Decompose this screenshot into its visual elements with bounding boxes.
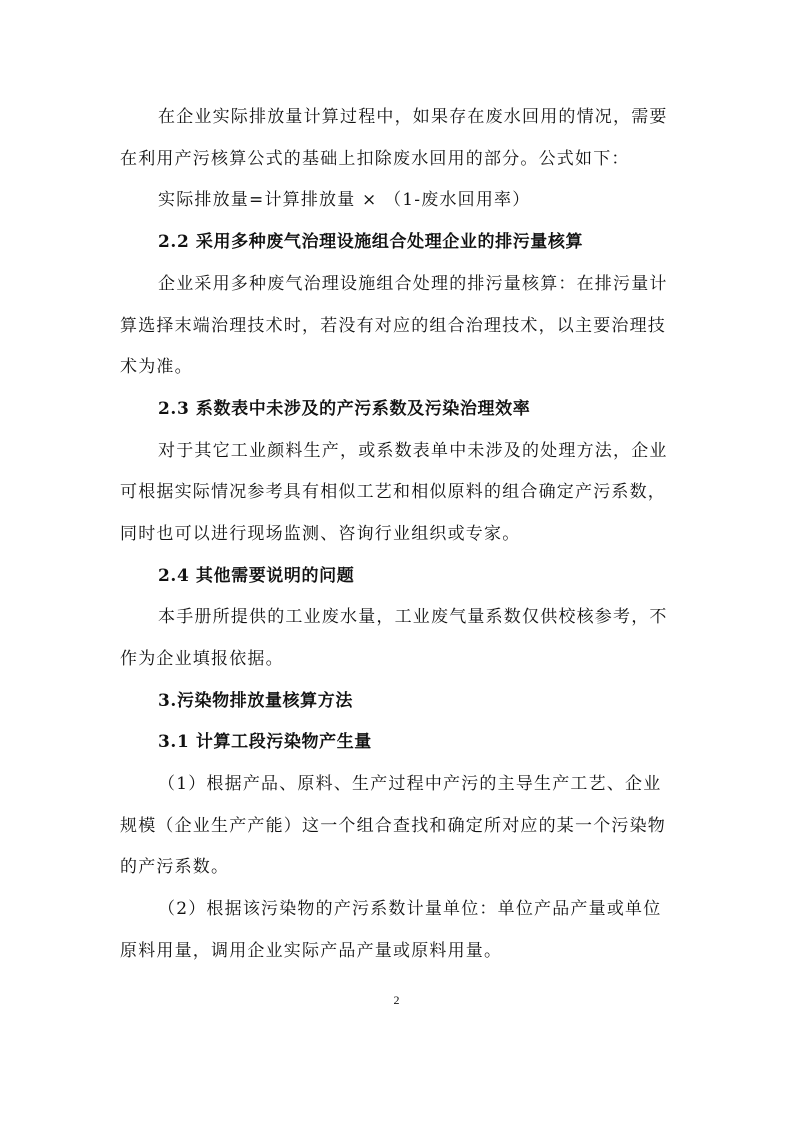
paragraph-line: 规模（企业生产产能）这一个组合查找和确定所对应的某一个污染物 (120, 816, 666, 836)
paragraph-line: 同时也可以进行现场监测、咨询行业组织或专家。 (120, 524, 521, 544)
paragraph-line: 术为准。 (120, 357, 193, 377)
paragraph-line: 在企业实际排放量计算过程中，如果存在废水回用的情况，需要 (158, 107, 668, 127)
paragraph-line: 可根据实际情况参考具有相似工艺和相似原料的组合确定产污系数， (120, 482, 666, 502)
paragraph-line: （1）根据产品、原料、生产过程中产污的主导生产工艺、企业 (158, 774, 662, 794)
paragraph-line: 算选择末端治理技术时，若没有对应的组合治理技术，以主要治理技 (120, 316, 666, 336)
paragraph-line: （2）根据该污染物的产污系数计量单位：单位产品产量或单位 (158, 899, 662, 919)
paragraph-line: 本手册所提供的工业废水量，工业废气量系数仅供校核参考，不 (158, 607, 668, 627)
section-heading-2-2: 2.2 采用多种废气治理设施组合处理企业的排污量核算 (158, 232, 584, 252)
paragraph-line: 企业采用多种废气治理设施组合处理的排污量核算：在排污量计 (158, 274, 668, 294)
paragraph-line: 的产污系数。 (120, 857, 230, 877)
paragraph-line: 作为企业填报依据。 (120, 649, 284, 669)
paragraph-line: 在利用产污核算公式的基础上扣除废水回用的部分。公式如下： (120, 149, 630, 169)
formula-line: 实际排放量=计算排放量 × （1-废水回用率） (158, 190, 531, 210)
paragraph-line: 对于其它工业颜料生产，或系数表单中未涉及的处理方法，企业 (158, 441, 668, 461)
section-heading-2-3: 2.3 系数表中未涉及的产污系数及污染治理效率 (158, 399, 531, 419)
page-number: 2 (393, 993, 400, 1007)
section-heading-3: 3.污染物排放量核算方法 (158, 691, 353, 711)
paragraph-line: 原料用量，调用企业实际产品产量或原料用量。 (120, 941, 503, 961)
section-heading-2-4: 2.4 其他需要说明的问题 (158, 566, 355, 586)
section-heading-3-1: 3.1 计算工段污染物产生量 (158, 732, 372, 752)
